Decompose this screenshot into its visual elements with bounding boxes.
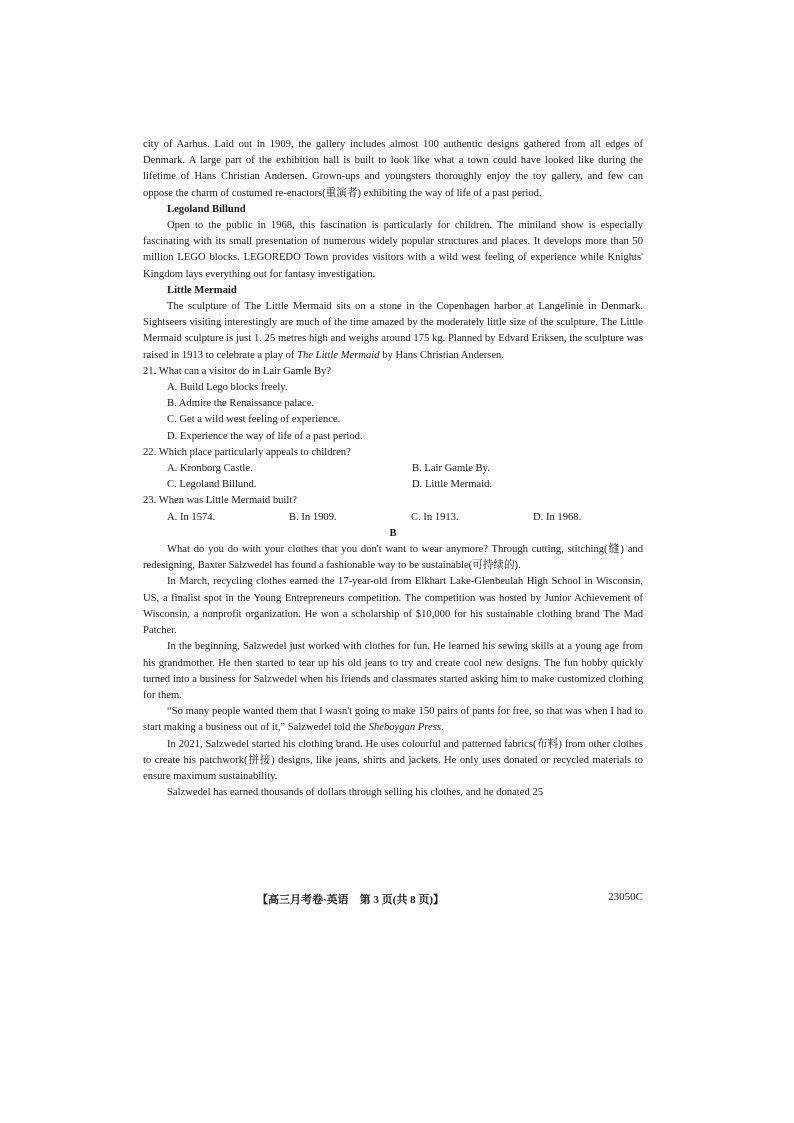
question-21-option-b: B. Admire the Renaissance palace. (167, 398, 315, 410)
question-22-option-b: B. Lair Gamle By. (412, 463, 490, 475)
passage-b-paragraph-4 (143, 704, 643, 736)
passage-b-paragraph-6: Salzwedel has earned thousands of dollars through selling his clothes, and he donated 25 (167, 787, 543, 799)
newspaper-name: Sheboygan Press (368, 722, 441, 734)
legoland-paragraph: Open to the public in 1968, this fascination is particularly for children. The miniland show is especially fascinating with its small presentation of numerous widely popular structures and places. It develops more than 50 million LEGO blocks. LEGOREDO Town provides visitors with a wild west feeling of experience while Knights' Kingdom lays everything out for fantasy investigation. (143, 220, 643, 280)
question-22-option-d: D. Little Mermaid. (412, 479, 493, 491)
question-23-option-b: B. In 1909. (289, 511, 337, 523)
passage-b-paragraph-5: In 2021, Salzwedel started his clothing brand. He uses colourful and patterned fabrics(布料) from other clothes to create his patchwork(拼接) designs, like jeans, shirts and jackets. He only uses donated or recycled materials to ensure maximum sustainability. (143, 738, 643, 782)
passage-a-paragraph-1: city of Aarhus. Laid out in 1909, the gallery includes almost 100 authentic designs gathered from all edges of Denmark. A large part of the exhibition hall is built to look like what a town could have looked like during the lifetime of Hans Christian Andersen. Grown-ups and youngsters thoroughly enjoy the toy gallery, and few can oppose the charm of costumed re-enactors(重演者) exhibiting the way of life of a past period. (143, 139, 643, 199)
mermaid-text-1: The sculpture of The Little Mermaid sits on a stone in the Copenhagen harbor at Langelinie in Denmark. Sightseers visiting interestingly are much of the time amazed by the moderately little size of the sculpture. The Little Mermaid sculpture is just 1. 25 metres high and weighs around 175 kg. Planned by Edvard Eriksen, the sculpture was raised in 1913 to celebrate a play of (143, 301, 643, 361)
question-22-stem: 22. Which place particularly appeals to children? (143, 446, 351, 458)
question-21-option-c: C. Get a wild west feeling of experience. (167, 414, 341, 426)
mermaid-play-title: The Little Mermaid (297, 349, 380, 361)
legoland-heading: Legoland Billund (167, 203, 246, 215)
mermaid-text-2: by Hans Christian Andersen. (379, 349, 505, 361)
question-23-options-row (167, 510, 643, 526)
passage-b-quote: “So many people wanted them that I wasn't going to make 150 pairs of pants for free, so that was when I had to start making a business out of it,” Salzwedel told the (143, 706, 643, 734)
question-22-options-row-2 (167, 477, 643, 493)
footer-exam-info: 【高三月考卷·英语 第 3 页(共 8 页)】 (257, 894, 444, 906)
question-22-option-a: A. Kronborg Castle. (167, 463, 253, 475)
question-21-option-d: D. Experience the way of life of a past period. (167, 430, 363, 442)
section-b-label: B (389, 527, 397, 539)
passage-b-paragraph-3: In the beginning, Salzwedel just worked with clothes for fun. He learned his sewing skills at a young age from his grandmother. He then started to tear up his old jeans to try and create cool new designs. The fun hobby quickly turned into a business for Salzwedel when his friends and classmates started asking him to make customized clothing for them. (143, 641, 643, 701)
passage-b-paragraph-2: In March, recycling clothes earned the 17-year-old from Elkhart Lake-Glenbeulah High School in Wisconsin, US, a finalist spot in the Young Entrepreneurs competition. The competition was hosted by Junior Achievement of Wisconsin, a nonprofit organization. He won a scholarship of $10,000 for his sustainable clothing brand The Mad Patcher. (143, 576, 643, 637)
mermaid-heading: Little Mermaid (167, 284, 237, 296)
question-22-options-row-1 (167, 461, 643, 477)
passage-b-quote-end: . (440, 722, 444, 734)
question-23-option-c: C. In 1913. (411, 511, 459, 523)
question-21-stem: 21. What can a visitor do in Lair Gamle By? (143, 365, 332, 377)
passage-b-paragraph-1: What do you do with your clothes that you don't want to wear anymore? Through cutting, stitching(缝) and redesigning, Baxter Salzwedel has found a fashionable way to be sustainable(可持续的). (143, 544, 643, 572)
question-21-option-a: A. Build Lego blocks freely. (167, 382, 288, 394)
question-23-stem: 23. When was Little Mermaid built? (143, 495, 297, 507)
question-22-option-c: C. Legoland Billund. (167, 479, 257, 491)
footer-code: 23050C (608, 891, 643, 903)
question-23-option-d: D. In 1968. (533, 511, 582, 523)
mermaid-paragraph (143, 299, 643, 364)
page-content (143, 137, 643, 801)
question-23-option-a: A. In 1574. (167, 511, 216, 523)
